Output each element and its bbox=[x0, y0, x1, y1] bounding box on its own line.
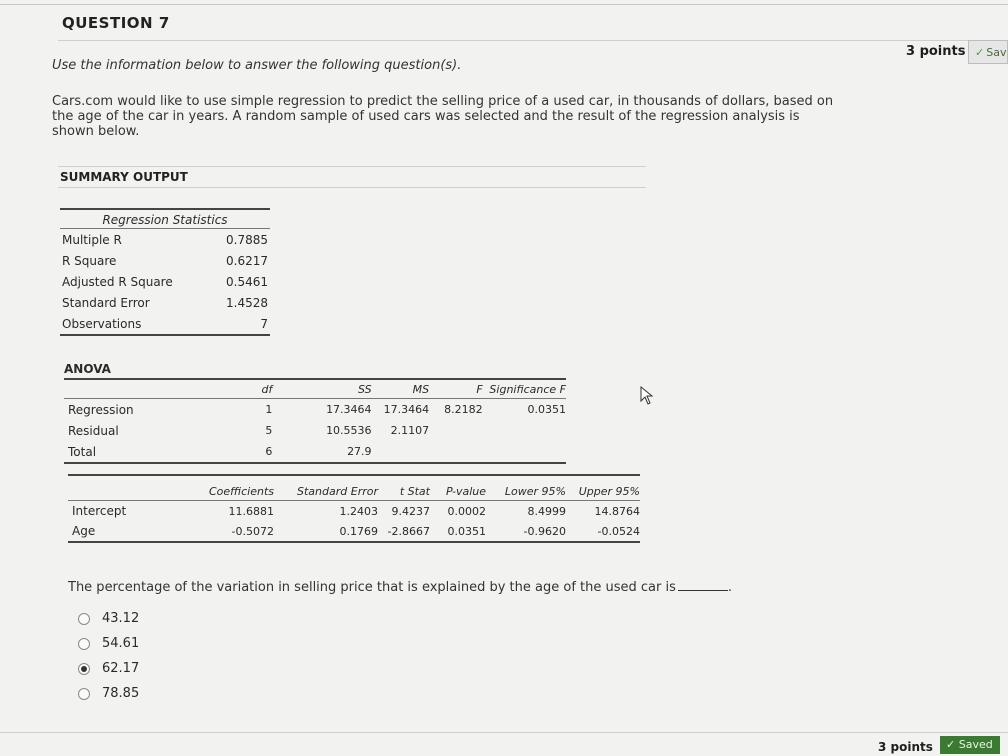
stat-label: Adjusted R Square bbox=[62, 275, 173, 289]
stat-value: 0.7885 bbox=[226, 233, 268, 247]
table-cell: -0.5072 bbox=[231, 524, 274, 538]
table-top-rule bbox=[68, 474, 640, 482]
column-header: Standard Error bbox=[297, 484, 378, 498]
table-cell: 0.0351 bbox=[447, 524, 486, 538]
column-header: Upper 95% bbox=[578, 484, 640, 498]
table-cell: Intercept bbox=[72, 504, 127, 518]
table-row bbox=[60, 271, 270, 292]
option-43-12[interactable] bbox=[78, 606, 139, 631]
question-divider bbox=[58, 40, 1008, 41]
table-cell: Residual bbox=[68, 423, 119, 438]
summary-header: SUMMARY OUTPUT bbox=[58, 166, 646, 188]
column-header: t Stat bbox=[399, 484, 430, 498]
points-label: 3 points bbox=[906, 44, 966, 59]
column-header: Lower 95% bbox=[504, 484, 566, 498]
table-cell: 5 bbox=[265, 424, 273, 437]
column-header: Coefficients bbox=[208, 484, 274, 498]
regression-statistics-table bbox=[60, 208, 270, 336]
next-question-divider bbox=[0, 732, 1008, 733]
stat-value: 1.4528 bbox=[226, 296, 268, 310]
stat-value: 0.6217 bbox=[226, 254, 268, 268]
checkmark-icon: ✓ bbox=[946, 738, 956, 751]
saved-status-button[interactable] bbox=[940, 736, 1000, 754]
table-header-row bbox=[64, 378, 566, 399]
next-question-points: 3 points bbox=[878, 740, 933, 754]
option-54-61[interactable] bbox=[78, 631, 139, 656]
table-cell: -0.9620 bbox=[523, 524, 566, 538]
table-cell: Regression bbox=[68, 402, 134, 417]
table-header-row bbox=[68, 482, 640, 501]
column-header: F bbox=[476, 382, 483, 396]
table-cell: 27.9 bbox=[347, 445, 372, 458]
table-row bbox=[60, 292, 270, 313]
stat-value: 7 bbox=[260, 317, 268, 331]
answer-blank bbox=[678, 578, 728, 591]
table-row bbox=[68, 521, 640, 543]
column-header: df bbox=[261, 382, 273, 396]
table-cell: 0.0002 bbox=[447, 504, 486, 518]
coefficients-table bbox=[68, 474, 640, 543]
question-body: Cars.com would like to use simple regression to predict the selling price of a used car, in thousands of dollars, based on the age of the car in years. A random sample of used cars was selected and the result of the regression analysis is shown below. bbox=[52, 94, 834, 139]
radio-button[interactable] bbox=[78, 688, 90, 700]
saved-label: Saved bbox=[958, 738, 993, 751]
table-cell: 17.3464 bbox=[326, 403, 372, 416]
table-cell: 8.4999 bbox=[527, 504, 566, 518]
anova-title: ANOVA bbox=[64, 362, 111, 376]
table-cell: 1 bbox=[265, 403, 273, 416]
save-answer-button[interactable] bbox=[968, 40, 1008, 64]
table-cell: Total bbox=[68, 444, 97, 459]
table-cell: 0.1769 bbox=[339, 524, 378, 538]
table-row bbox=[60, 229, 270, 250]
table-cell: 14.8764 bbox=[594, 504, 640, 518]
radio-button[interactable] bbox=[78, 638, 90, 650]
table-cell: -2.8667 bbox=[387, 524, 430, 538]
table-cell: 9.4237 bbox=[391, 504, 430, 518]
checkmark-icon: ✓ bbox=[975, 46, 985, 59]
option-label: 62.17 bbox=[102, 661, 140, 676]
table-cell: -0.0524 bbox=[597, 524, 640, 538]
option-62-17[interactable] bbox=[78, 656, 139, 681]
top-divider bbox=[0, 4, 1008, 5]
option-label: 54.61 bbox=[102, 636, 140, 651]
stat-label: Observations bbox=[62, 317, 142, 331]
option-78-85[interactable] bbox=[78, 681, 139, 706]
question-prompt bbox=[68, 578, 732, 595]
radio-button[interactable] bbox=[78, 613, 90, 625]
anova-table bbox=[64, 378, 566, 464]
question-title: QUESTION 7 bbox=[62, 14, 170, 32]
table-cell: 11.6881 bbox=[228, 504, 274, 518]
table-cell: 10.5536 bbox=[326, 424, 372, 437]
table-row bbox=[60, 250, 270, 271]
table-row bbox=[60, 313, 270, 336]
table-cell: 17.3464 bbox=[383, 403, 430, 416]
option-label: 43.12 bbox=[102, 611, 140, 626]
table-cell: 0.0351 bbox=[527, 403, 566, 416]
column-header: MS bbox=[412, 382, 430, 396]
prompt-text: The percentage of the variation in selling price that is explained by the age of the used car is bbox=[68, 580, 676, 595]
summary-output bbox=[58, 166, 646, 188]
column-header: SS bbox=[357, 382, 372, 396]
table-cell: 6 bbox=[265, 445, 273, 458]
table-cell: 1.2403 bbox=[339, 504, 378, 518]
prompt-end: . bbox=[727, 580, 733, 595]
table-row bbox=[64, 441, 566, 464]
table-row bbox=[64, 420, 566, 441]
table-row bbox=[64, 399, 566, 420]
stat-label: Standard Error bbox=[62, 296, 150, 310]
radio-button-selected[interactable] bbox=[78, 663, 90, 675]
column-header: P-value bbox=[445, 484, 486, 498]
table-cell: Age bbox=[72, 524, 96, 538]
stat-label: R Square bbox=[62, 254, 117, 268]
instructions: Use the information below to answer the following question(s). bbox=[52, 58, 462, 73]
mouse-pointer-icon bbox=[640, 386, 656, 406]
table-cell: 2.1107 bbox=[390, 424, 430, 437]
stat-label: Multiple R bbox=[62, 233, 122, 247]
stat-value: 0.5461 bbox=[226, 275, 268, 289]
table-cell: 8.2182 bbox=[444, 403, 483, 416]
answer-options bbox=[78, 606, 139, 706]
column-header: Significance F bbox=[489, 382, 566, 396]
option-label: 78.85 bbox=[102, 686, 140, 701]
table-row bbox=[68, 501, 640, 521]
regression-statistics-title: Regression Statistics bbox=[60, 208, 270, 229]
save-label: Sav bbox=[986, 46, 1007, 59]
